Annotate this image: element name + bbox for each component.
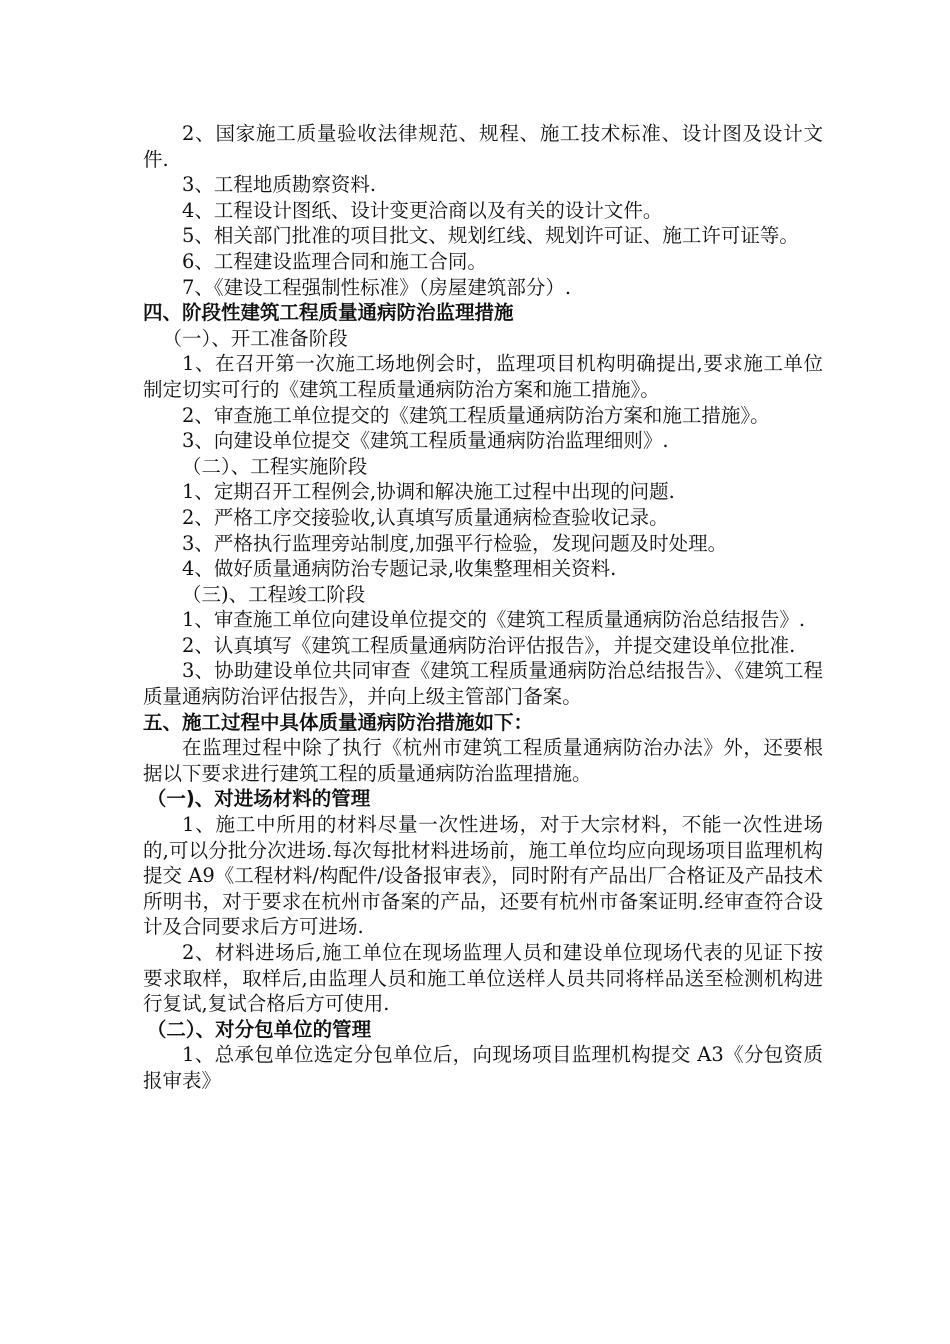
subsection-heading-completion: （三)、工程竣工阶段: [182, 582, 366, 606]
subsection-heading-subcontractors: （二）、对分包单位的管理: [146, 1017, 372, 1041]
subsection-heading-materials: （一)、对进场材料的管理: [146, 787, 371, 811]
paragraph-basis-6: 6、工程建设监理合同和施工合同。: [182, 249, 487, 273]
subsection-heading-prep: （一）、开工准备阶段: [162, 326, 348, 350]
paragraph-basis-5: 5、相关部门批准的项目批文、规划红线、规划许可证、施工许可证等。: [182, 224, 799, 248]
paragraph-prep-3: 3、向建设单位提交《建筑工程质量通病防治监理细则》.: [182, 429, 669, 453]
document-page: [143, 121, 823, 1094]
paragraph-impl-1: 1、定期召开工程例会,协调和解决施工过程中出现的问题.: [182, 480, 675, 504]
paragraph-prep-1: 1、在召开第一次施工场地例会时，监理项目机构明确提出,要求施工单位制定切实可行的《建筑工程质量通病防治方案和施工措施》。: [143, 352, 823, 401]
paragraph-subcontractors-1: 1、总承包单位选定分包单位后，向现场项目监理机构提交 A3《分包资质报审表》: [143, 1043, 823, 1092]
paragraph-materials-2: 2、材料进场后,施工单位在现场监理人员和建设单位现场代表的见证下按要求取样，取样后,由监理人员和施工单位送样人员共同将样品送至检测机构进行复试,复试合格后方可使用.: [143, 941, 823, 1016]
paragraph-impl-3: 3、严格执行监理旁站制度,加强平行检验，发现问题及时处理。: [182, 531, 728, 555]
paragraph-impl-4: 4、做好质量通病防治专题记录,收集整理相关资料.: [182, 557, 617, 581]
paragraph-section5-intro: 在监理过程中除了执行《杭州市建筑工程质量通病防治办法》外，还要根据以下要求进行建筑工程的质量通病防治监理措施。: [143, 736, 823, 785]
subsection-heading-implementation: （二）、工程实施阶段: [182, 454, 368, 478]
paragraph-basis-3: 3、工程地质勘察资料.: [182, 173, 377, 197]
paragraph-completion-2: 2、认真填写《建筑工程质量通病防治评估报告》，并提交建设单位批准.: [182, 633, 796, 657]
paragraph-basis-2: 2、国家施工质量验收法律规范、规程、施工技术标准、设计图及设计文件.: [143, 122, 823, 171]
paragraph-completion-1: 1、审查施工单位向建设单位提交的《建筑工程质量通病防治总结报告》.: [182, 608, 806, 632]
paragraph-impl-2: 2、严格工序交接验收,认真填写质量通病检查验收记录。: [182, 505, 669, 529]
section-heading-5: 五、施工过程中具体质量通病防治措施如下：: [143, 710, 534, 734]
paragraph-materials-1: 1、施工中所用的材料尽量一次性进场，对于大宗材料，不能一次性进场的,可以分批分次进场.每次每批材料进场前，施工单位均应向现场项目监理机构提交 A9《工程材料/构配件/设备报审表》，同时附有产品出厂合格证及产品技术所明书，对于要求在杭州市备案的产品，还要有杭州市备案证明.经审查符合设计及合同要求后方可进场.: [143, 813, 823, 939]
paragraph-basis-7: 7、《建设工程强制性标准》（房屋建筑部分）.: [182, 275, 572, 299]
paragraph-basis-4: 4、工程设计图纸、设计变更洽商以及有关的设计文件。: [182, 198, 663, 222]
section-heading-4: 四、阶段性建筑工程质量通病防治监理措施: [143, 301, 514, 325]
paragraph-completion-3: 3、协助建设单位共同审查《建筑工程质量通病防治总结报告》、《建筑工程质量通病防治评估报告》，并向上级主管部门备案。: [143, 659, 823, 709]
paragraph-prep-2: 2、审查施工单位提交的《建筑工程质量通病防治方案和施工措施》。: [182, 403, 770, 427]
